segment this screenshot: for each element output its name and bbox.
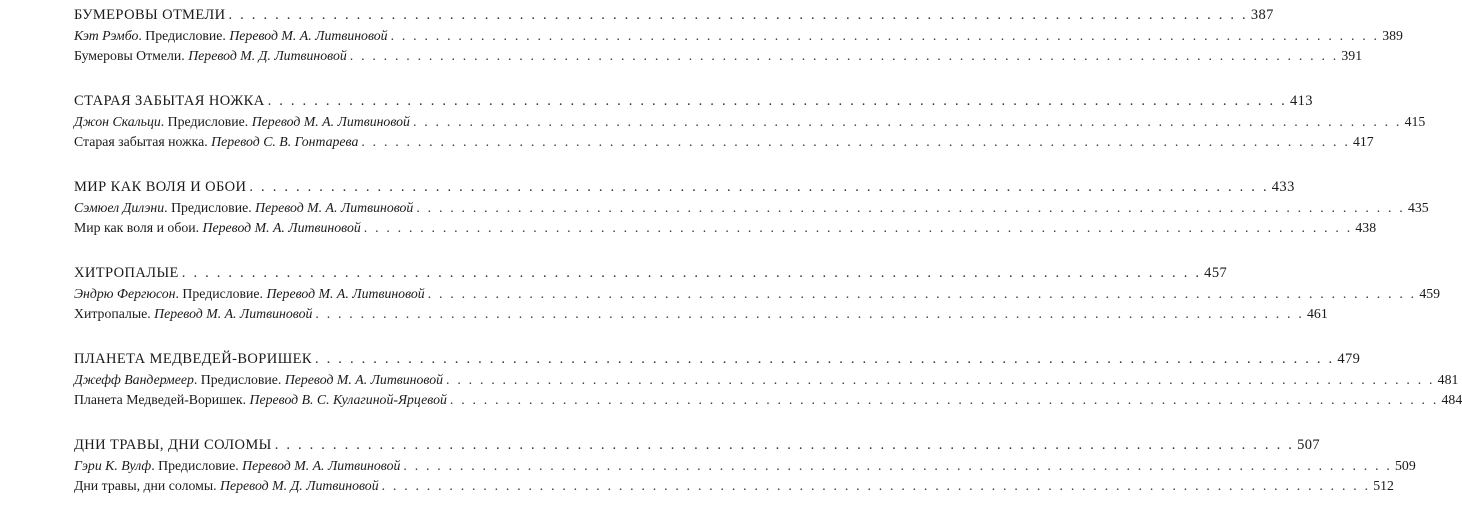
section-title-line [74, 262, 1228, 284]
section-title-line [74, 348, 1361, 370]
entry-author: Кэт Рэмбо [74, 28, 139, 43]
entry-translator: Перевод М. А. Литвиновой [229, 28, 388, 43]
toc-entry [74, 476, 1394, 496]
entry-text [74, 456, 400, 476]
entry-separator: . [175, 286, 183, 301]
entry-title: Предисловие. [167, 114, 252, 129]
entry-text [74, 304, 312, 324]
page-number: 438 [1355, 220, 1377, 235]
page-number: 435 [1407, 200, 1429, 215]
dot-leader [413, 112, 1402, 132]
entry-title: Предисловие. [171, 200, 256, 215]
section-title-line [74, 434, 1321, 456]
dot-leader [350, 46, 1339, 66]
entry-translator: Перевод М. А. Литвиновой [202, 220, 361, 235]
toc-entry [74, 370, 1459, 390]
toc-entry [74, 390, 1462, 410]
toc-entry [74, 26, 1403, 46]
entry-separator: . [193, 372, 201, 387]
toc-section [74, 176, 1429, 238]
entry-title: Старая забытая ножка. [74, 134, 212, 149]
entry-author: Джон Скальци [74, 114, 161, 129]
toc-entry [74, 304, 1328, 324]
dot-leader [382, 476, 1371, 496]
entry-separator: . [164, 200, 172, 215]
entry-text [74, 370, 443, 390]
section-title-line [74, 90, 1313, 112]
entry-text [74, 112, 410, 132]
section-title: БУМЕРОВЫ ОТМЕЛИ [74, 7, 226, 23]
entry-text [74, 284, 425, 304]
page-number: 417 [1352, 134, 1374, 149]
entry-text [74, 218, 361, 238]
entry-title: Мир как воля и обои. [74, 220, 203, 235]
entry-author: Сэмюел Дилэни [74, 200, 165, 215]
page-number: 389 [1382, 28, 1403, 43]
entry-translator: Перевод С. В. Гонтарева [211, 134, 359, 149]
dot-leader [446, 370, 1435, 390]
page-number: 459 [1419, 286, 1441, 301]
dot-leader [361, 132, 1350, 152]
entry-title: Предисловие. [145, 28, 230, 43]
entry-text [74, 476, 379, 496]
entry-translator: Перевод М. А. Литвиновой [284, 372, 444, 387]
dot-leader [416, 198, 1405, 218]
entry-translator: Перевод М. А. Литвиновой [255, 200, 414, 215]
entry-text [74, 26, 388, 46]
entry-translator: Перевод М. А. Литвиновой [266, 286, 425, 301]
entry-separator: . [151, 458, 159, 473]
section-title: ХИТРОПАЛЫЕ [74, 265, 179, 281]
entry-translator: Перевод М. А. Литвиновой [154, 306, 313, 321]
toc-section [74, 90, 1426, 152]
toc-entry [74, 198, 1429, 218]
toc-section [74, 434, 1416, 496]
entry-translator: Перевод М. А. Литвиновой [251, 114, 410, 129]
dot-leader [450, 390, 1439, 410]
page-number: 391 [1341, 48, 1363, 63]
page-number: 387 [1250, 7, 1274, 23]
toc-section [74, 262, 1441, 324]
page-number: 433 [1271, 179, 1295, 195]
toc-entry [74, 218, 1377, 238]
dot-leader [428, 284, 1417, 304]
entry-title: Предисловие. [200, 372, 285, 387]
entry-separator: . [160, 114, 168, 129]
toc-entry [74, 284, 1441, 304]
entry-author: Эндрю Фергюсон [74, 286, 176, 301]
page-number: 509 [1395, 458, 1416, 473]
dot-leader [391, 26, 1380, 46]
entry-text [74, 390, 447, 410]
entry-author: Гэри К. Вулф [74, 458, 152, 473]
toc-section [74, 348, 1462, 410]
page-number: 457 [1204, 265, 1228, 281]
page-number: 507 [1297, 437, 1321, 453]
entry-translator: Перевод М. Д. Литвиновой [220, 478, 379, 493]
dot-leader [229, 4, 1248, 26]
page-number: 461 [1307, 306, 1328, 321]
toc-entry [74, 112, 1426, 132]
dot-leader [268, 90, 1287, 112]
dot-leader [275, 434, 1294, 456]
entry-text [74, 198, 413, 218]
section-title-line [74, 4, 1274, 26]
entry-title: Предисловие. [158, 458, 243, 473]
toc-section [74, 4, 1403, 66]
toc-entry [74, 46, 1363, 66]
page-number: 481 [1437, 372, 1459, 387]
page-number: 413 [1289, 93, 1313, 109]
toc-entry [74, 132, 1374, 152]
dot-leader [182, 262, 1201, 284]
entry-title: Дни травы, дни соломы. [74, 478, 221, 493]
entry-text [74, 46, 347, 66]
entry-translator: Перевод М. А. Литвиновой [242, 458, 401, 473]
entry-title: Планета Медведей-Воришек. [74, 392, 250, 407]
dot-leader [249, 176, 1268, 198]
section-title: СТАРАЯ ЗАБЫТАЯ НОЖКА [74, 93, 265, 109]
entry-title: Хитропалые. [74, 306, 155, 321]
toc-entry [74, 456, 1416, 476]
entry-translator: Перевод М. Д. Литвиновой [188, 48, 347, 63]
table-of-contents [74, 4, 1462, 520]
page-number: 484 [1441, 392, 1462, 407]
dot-leader [315, 304, 1304, 324]
section-title: ПЛАНЕТА МЕДВЕДЕЙ-ВОРИШЕК [74, 351, 312, 367]
dot-leader [315, 348, 1334, 370]
entry-translator: Перевод В. С. Кулагиной-Ярцевой [249, 392, 447, 407]
entry-title: Бумеровы Отмели. [74, 48, 189, 63]
entry-text [74, 132, 358, 152]
page-number: 415 [1404, 114, 1426, 129]
entry-separator: . [138, 28, 146, 43]
dot-leader [364, 218, 1353, 238]
dot-leader [403, 456, 1392, 476]
entry-author: Джефф Вандермеер [74, 372, 194, 387]
page-number: 512 [1373, 478, 1394, 493]
section-title: МИР КАК ВОЛЯ И ОБОИ [74, 179, 247, 195]
section-title-line [74, 176, 1295, 198]
entry-title: Предисловие. [182, 286, 267, 301]
section-title: ДНИ ТРАВЫ, ДНИ СОЛОМЫ [74, 437, 272, 453]
page-number: 479 [1337, 351, 1361, 367]
